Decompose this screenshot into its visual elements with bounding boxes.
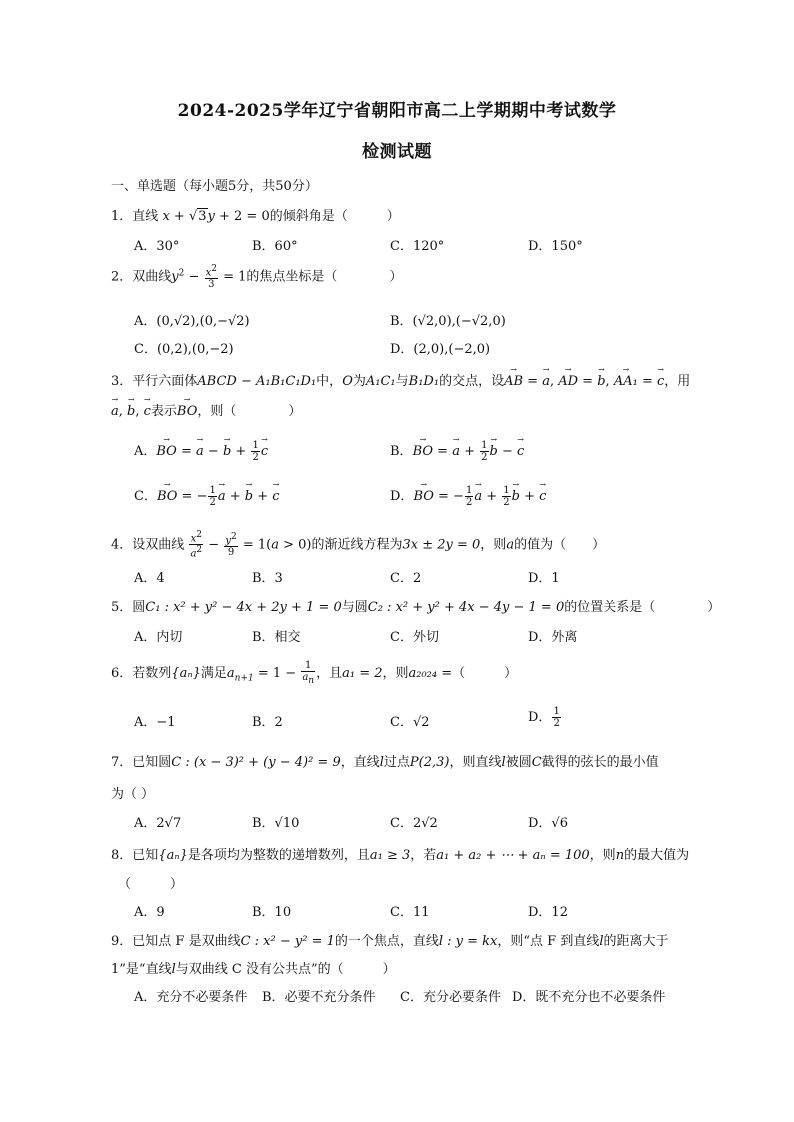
question-1-stem: 1．直线 x + √3y + 2 = 0的倾斜角是（ ）: [111, 209, 400, 224]
q7-option-d: D．√6: [528, 816, 568, 831]
q4-option-b: B．3: [252, 571, 283, 586]
q5-option-a: A．内切: [134, 630, 183, 645]
q2-option-c: C．(0,2),(0,−2): [134, 342, 234, 357]
q1-option-a: A．30°: [134, 239, 180, 254]
question-3-stem-cont: → a, → b, → c表示→ BO，则（ ）: [111, 400, 301, 419]
q6-option-d: D． $\frac{1}{2}$: [528, 706, 560, 729]
question-2-stem: 2．双曲线$y^2$ − $\frac{x^2}{3}$ = 1的焦点坐标是（ ）: [111, 264, 403, 291]
q3-option-a: A．→ BO = → a − → b + $\frac{1}{2}$ → c: [134, 440, 268, 463]
q8-option-b: B．10: [252, 905, 292, 920]
doc-title-line2: 检测试题: [362, 142, 432, 162]
question-7-stem-cont: 为（ ）: [111, 787, 155, 802]
q8-option-d: D．12: [528, 905, 568, 920]
doc-title-line1: 2024-2025学年辽宁省朝阳市高二上学期期中考试数学: [177, 101, 617, 121]
section-heading: 一、单选题（每小题5分，共50分）: [111, 179, 318, 194]
question-3-stem: 3．平行六面体ABCD − A₁B₁C₁D₁中，O为A₁C₁与B₁D₁的交点，设→ AB = → a, → AD = → b, → AA₁ = → c，用: [111, 370, 690, 389]
q2-option-d: D．(2,0),(−2,0): [390, 342, 491, 357]
q1-option-d: D．150°: [528, 239, 583, 254]
q6-option-c: C．√2: [390, 715, 430, 730]
q3-option-c: C．→ BO = − $\frac{1}{2}$ → a + → b + → c: [134, 485, 280, 508]
q2-option-a: A．(0,√2),(0,−√2): [134, 314, 250, 329]
q6-option-a: A．−1: [134, 715, 176, 730]
q4-option-a: A．4: [134, 571, 165, 586]
q3-option-b: B．→ BO = → a + $\frac{1}{2}$ → b − → c: [390, 440, 524, 463]
q6-option-b: B．2: [252, 715, 283, 730]
question-8-stem-cont: （ ）: [118, 877, 184, 892]
q5-option-b: B．相交: [252, 630, 301, 645]
q7-option-b: B．√10: [252, 816, 300, 831]
q9-option-a: A．充分不必要条件: [134, 990, 248, 1005]
q8-option-a: A．9: [134, 905, 165, 920]
q5-option-c: C．外切: [390, 630, 439, 645]
q1-option-b: B．60°: [252, 239, 298, 254]
q7-option-c: C．2√2: [390, 816, 438, 831]
q9-option-c: C．充分必要条件: [400, 990, 501, 1005]
q2-option-b: B．(√2,0),(−√2,0): [390, 314, 506, 329]
question-4-stem: 4．设双曲线 $\frac{x^2}{a^2}$ − $\frac{y^2}{9}$ = 1(a > 0)的渐近线方程为3x ± 2y = 0，则a的值为（ ）: [111, 530, 606, 560]
q9-option-d: D．既不充分也不必要条件: [512, 990, 666, 1005]
q1-option-c: C．120°: [390, 239, 445, 254]
question-9-stem: 9．已知点 F 是双曲线C : x² − y² = 1的一个焦点，直线l : y = kx，则“点 F 到直线l的距离大于: [111, 934, 669, 949]
q7-option-a: A．2√7: [134, 816, 182, 831]
q4-option-c: C．2: [390, 571, 422, 586]
question-6-stem: 6．若数列{aₙ}满足$a_{n+1} = 1$ − $\frac{1}{a_n}$ ，且a₁ = 2，则a₂₀₂₄ =（ ）: [111, 660, 518, 686]
question-5-stem: 5．圆C₁ : x² + y² − 4x + 2y + 1 = 0与圆C₂ : x² + y² + 4x − 4y − 1 = 0的位置关系是（ ）: [111, 600, 721, 615]
q8-option-c: C．11: [390, 905, 430, 920]
question-7-stem: 7．已知圆C : (x − 3)² + (y − 4)² = 9，直线l过点P(2,3)，则直线l被圆C截得的弦长的最小值: [111, 755, 659, 770]
question-8-stem: 8．已知{aₙ}是各项均为整数的递增数列，且a₁ ≥ 3，若a₁ + a₂ + ⋯ + aₙ = 100，则n的最大值为: [111, 848, 690, 863]
question-9-stem-cont: 1”是“直线l与双曲线 C 没有公共点”的（ ）: [111, 962, 396, 977]
q3-option-d: D．→ BO = − $\frac{1}{2}$ → a + $\frac{1}{2}$ → b + → c: [390, 485, 546, 508]
q9-option-b: B．必要不充分条件: [262, 990, 376, 1005]
q4-option-d: D．1: [528, 571, 560, 586]
q5-option-d: D．外离: [528, 630, 578, 645]
